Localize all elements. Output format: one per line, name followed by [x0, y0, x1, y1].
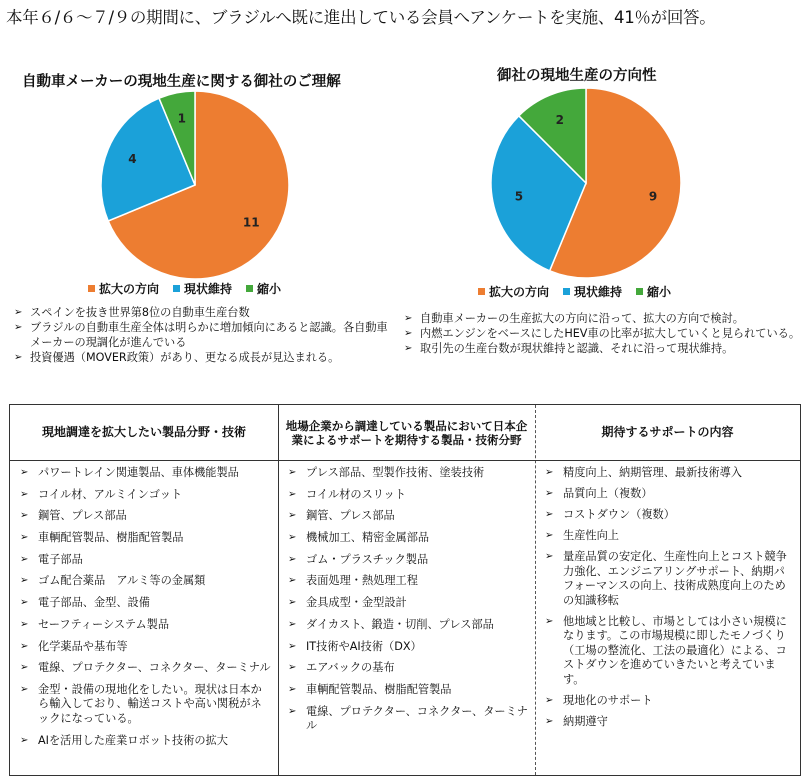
list-item: ➢ 電子部品 [20, 553, 272, 568]
legend-swatch-maintain [173, 285, 180, 292]
note-item: ➢ 投資優遇（MOVER政策）があり、更なる成長が見込まれる。 [14, 350, 389, 365]
list-item: ➢ 金型・設備の現地化をしたい。現状は日本から輸入しており、輸送コストや高い関税がネックになっている。 [20, 683, 272, 727]
legend-item-shrink: 縮小 [636, 283, 671, 300]
legend-swatch-expand [88, 285, 95, 292]
survey-headline: 本年６/６～７/９の期間に、ブラジルへ既に進出している会員へアンケートを実施、41％が回答。 [6, 8, 716, 27]
list-item: ➢ 化学薬品や基布等 [20, 640, 272, 655]
list-item: ➢ 鋼管、プレス部品 [288, 509, 529, 524]
data-label: 2 [555, 112, 565, 127]
note-item: ➢ 自動車メーカーの生産拡大の方向に沿って、拡大の方向で検討。 [404, 311, 804, 326]
list-item: ➢ 車輌配管製品、樹脂配管製品 [20, 531, 272, 546]
list-item: ➢ ゴム配合薬品 アルミ等の金属類 [20, 574, 272, 589]
note-item: ➢ スペインを抜き世界第8位の自動車生産台数 [14, 305, 389, 320]
chart1-title: 自動車メーカーの現地生産に関する御社のご理解 [22, 74, 341, 90]
column-list [278, 461, 535, 734]
list-item: ➢ 表面処理・熱処理工程 [288, 574, 529, 589]
list-item: ➢ 電子部品、金型、設備 [20, 596, 272, 611]
column-list [535, 461, 800, 729]
list-item: ➢ エアバックの基布 [288, 661, 529, 676]
legend-swatch-expand [478, 288, 485, 295]
list-item: ➢ 納期遵守 [545, 715, 794, 730]
data-label: 9 [648, 189, 658, 204]
list-item: ➢ パワートレイン関連製品、車体機能製品 [20, 466, 272, 481]
notes-right [404, 311, 804, 356]
chart1-pie [100, 90, 290, 280]
chart2-legend [478, 283, 671, 300]
list-item: ➢ コイル材のスリット [288, 488, 529, 503]
list-item: ➢ 電線、プロテクター、コネクター、ターミナル [288, 705, 529, 734]
legend-item-expand: 拡大の方向 [88, 280, 159, 297]
legend-item-shrink: 縮小 [246, 280, 281, 297]
legend-item-expand: 拡大の方向 [478, 283, 549, 300]
table-column-local-procurement [10, 405, 279, 775]
data-label: 4 [128, 152, 137, 167]
list-item: ➢ 量産品質の安定化、生産性向上とコスト競争力強化、エンジニアリングサポート、納期パフォーマンスの向上、技術成熟度向上のための知識移転 [545, 550, 794, 608]
table-column-support-fields [278, 405, 536, 775]
list-item: ➢ 品質向上（複数） [545, 487, 794, 502]
column-header: 現地調達を拡大したい製品分野・技術 [10, 405, 278, 461]
legend-item-maintain: 現状維持 [173, 280, 232, 297]
list-item: ➢ 金具成型・金型設計 [288, 596, 529, 611]
legend-swatch-maintain [563, 288, 570, 295]
data-label: 1 [177, 111, 186, 126]
column-header: 地場企業から調達している製品において日本企業によるサポートを期待する製品・技術分野 [278, 405, 535, 461]
legend-item-maintain: 現状維持 [563, 283, 622, 300]
list-item: ➢ プレス部品、型製作技術、塗装技術 [288, 466, 529, 481]
chart2-title: 御社の現地生産の方向性 [497, 68, 657, 84]
list-item: ➢ コストダウン（複数） [545, 508, 794, 523]
note-item: ➢ 内燃エンジンをベースにしたHEV車の比率が拡大していくと見られている。 [404, 326, 804, 341]
chart1-legend [88, 280, 281, 297]
chart2-pie [490, 87, 682, 279]
survey-table [9, 404, 801, 776]
column-list [10, 461, 278, 748]
note-item: ➢ 取引先の生産台数が現状維持と認識、それに沿って現状維持。 [404, 341, 804, 356]
list-item: ➢ 精度向上、納期管理、最新技術導入 [545, 466, 794, 481]
list-item: ➢ AIを活用した産業ロボット技術の拡大 [20, 734, 272, 749]
column-header: 期待するサポートの内容 [535, 405, 800, 461]
list-item: ➢ ゴム・プラスチック製品 [288, 553, 529, 568]
table-column-expected-support [535, 405, 800, 775]
list-item: ➢ 現地化のサポート [545, 694, 794, 709]
list-item: ➢ 鋼管、プレス部品 [20, 509, 272, 524]
data-label: 11 [242, 215, 260, 230]
legend-swatch-shrink [636, 288, 643, 295]
list-item: ➢ コイル材、アルミインゴット [20, 488, 272, 503]
legend-swatch-shrink [246, 285, 253, 292]
list-item: ➢ セーフティーシステム製品 [20, 618, 272, 633]
note-item: ➢ ブラジルの自動車生産全体は明らかに増加傾向にあると認識。各自動車メーカーの現調化が進んでいる [14, 320, 389, 350]
data-label: 5 [514, 189, 524, 204]
notes-left [14, 305, 389, 365]
list-item: ➢ 他地域と比較し、市場としては小さい規模になります。この市場規模に即したモノづくり（工場の整流化、工法の最適化）による、コストダウンを進めていきたいと考えています。 [545, 615, 794, 688]
list-item: ➢ 車輌配管製品、樹脂配管製品 [288, 683, 529, 698]
list-item: ➢ 機械加工、精密金属部品 [288, 531, 529, 546]
list-item: ➢ 生産性向上 [545, 529, 794, 544]
list-item: ➢ 電線、プロテクター、コネクター、ターミナル [20, 661, 272, 676]
list-item: ➢ ダイカスト、鍛造・切削、プレス部品 [288, 618, 529, 633]
list-item: ➢ IT技術やAI技術（DX） [288, 640, 529, 655]
